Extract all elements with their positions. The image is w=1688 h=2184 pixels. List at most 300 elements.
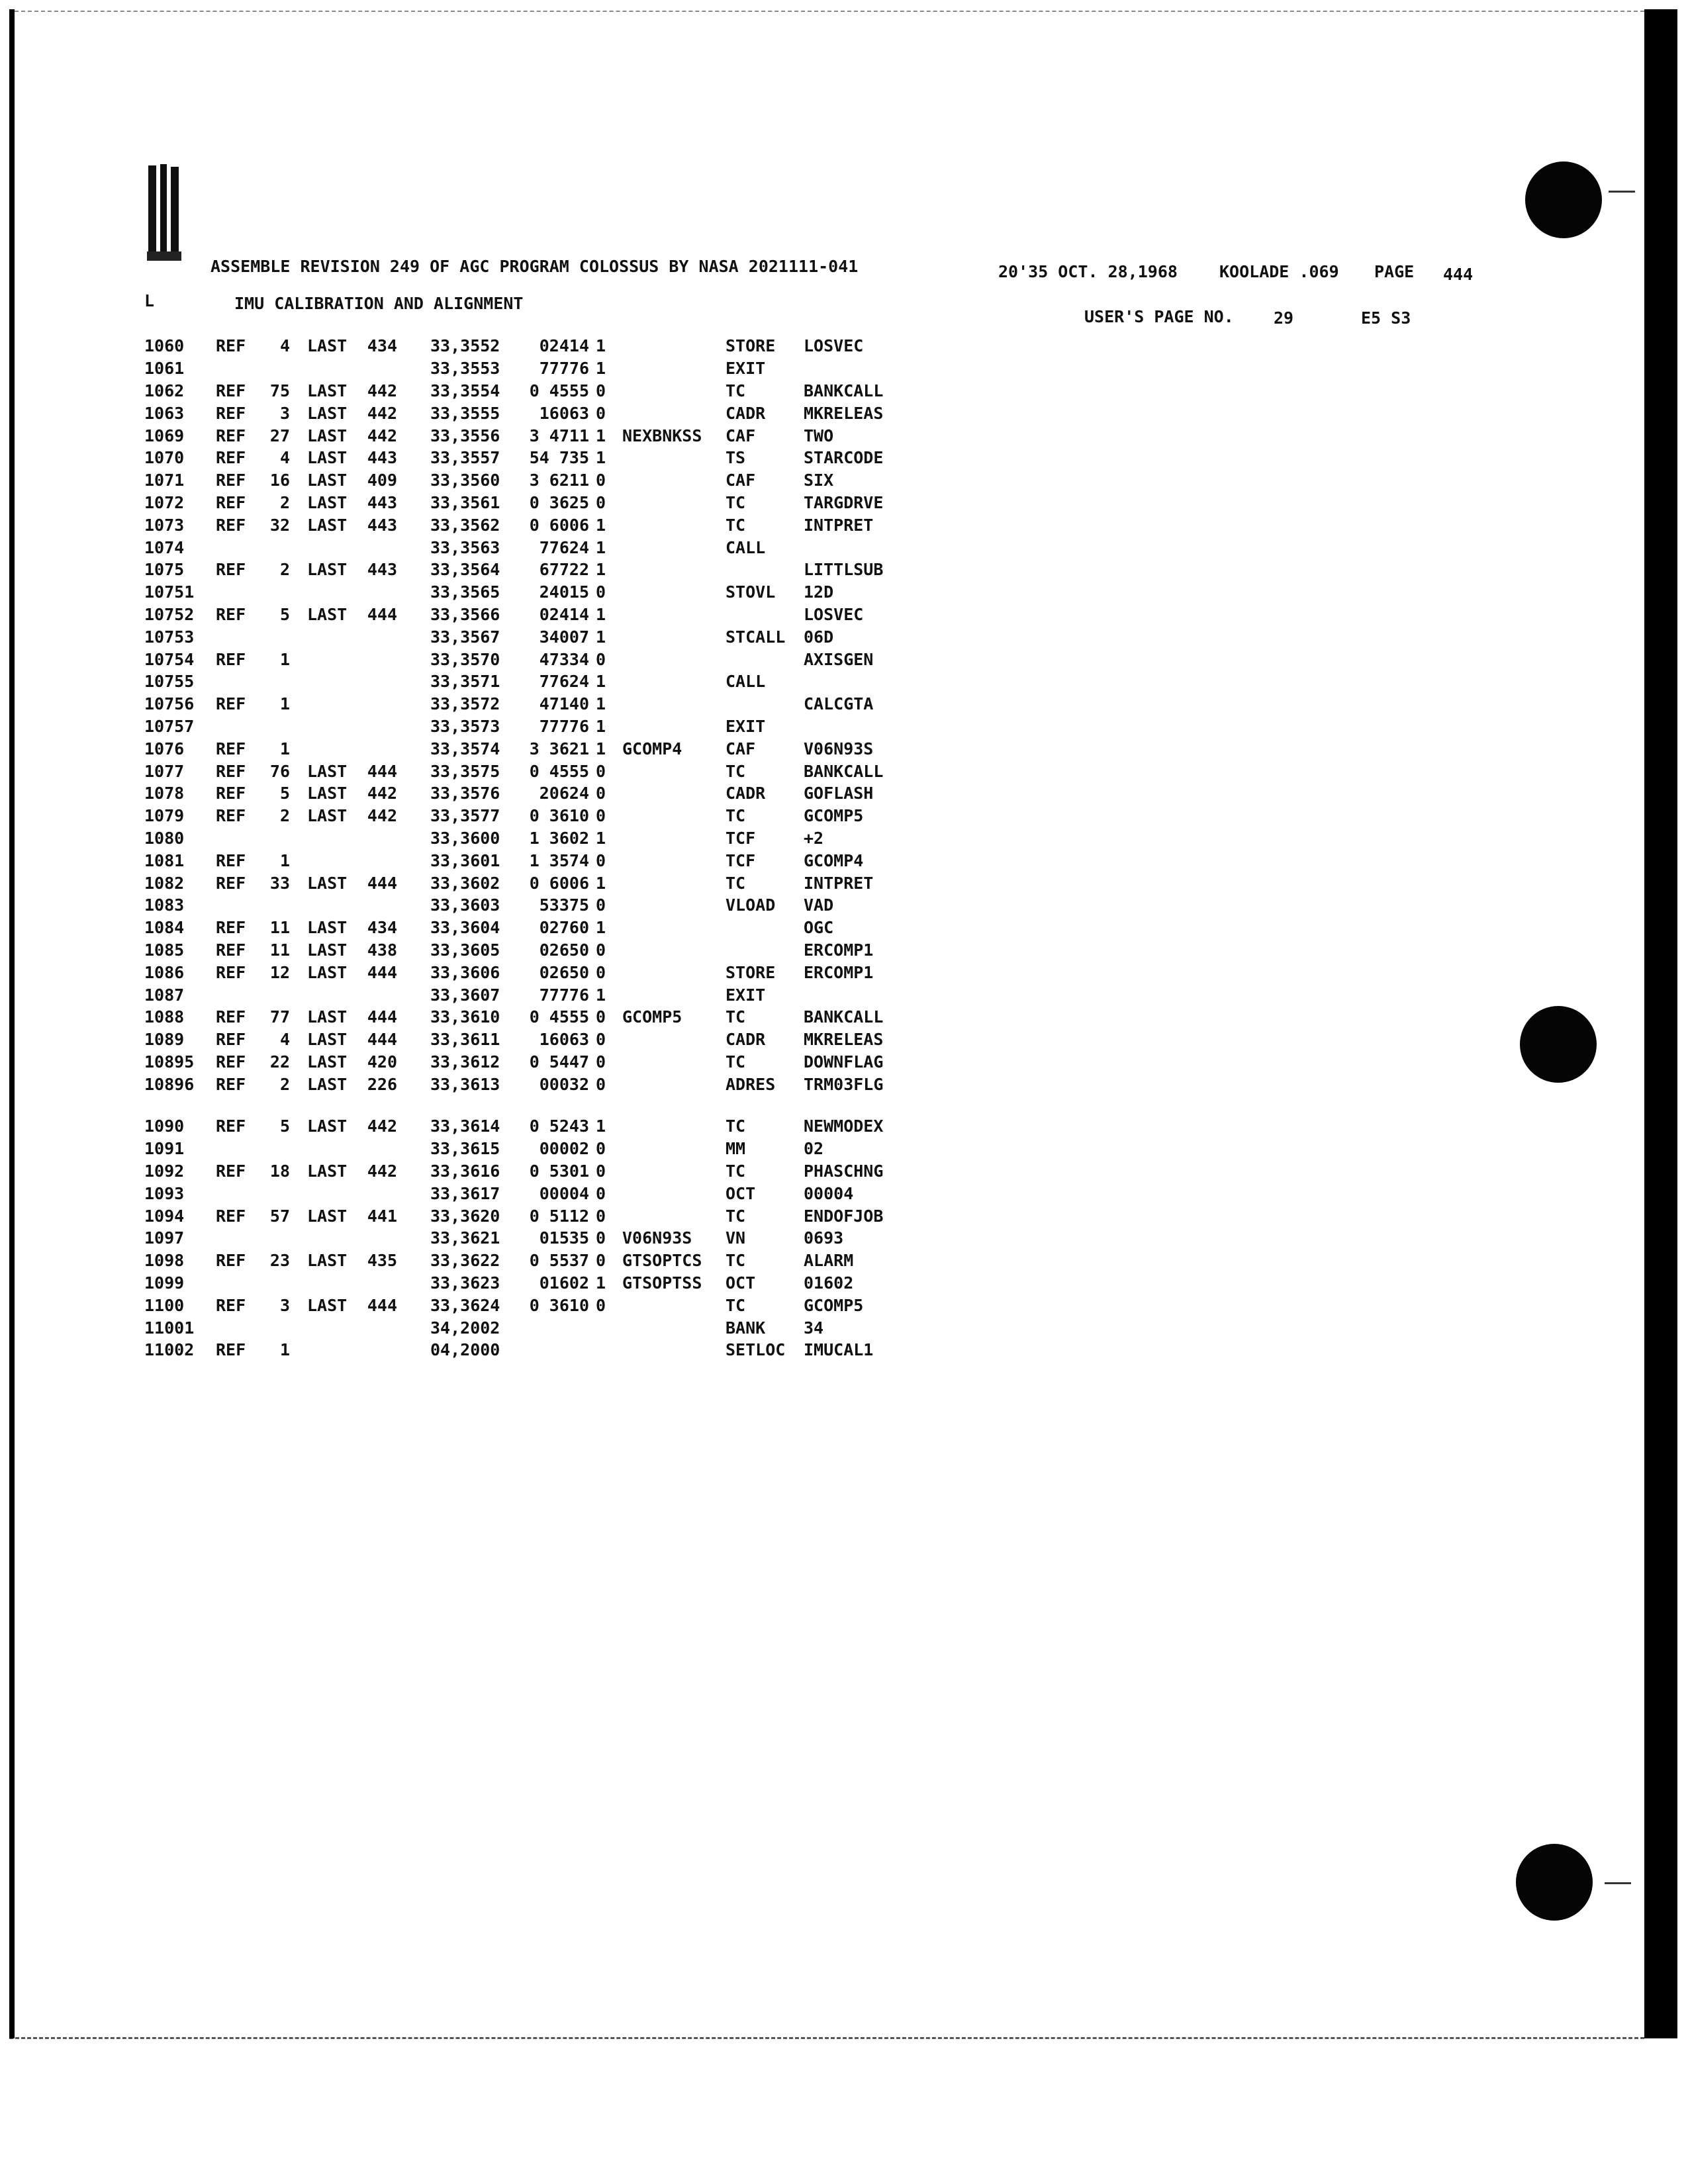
ref-marker: REF bbox=[216, 1295, 246, 1315]
symbol-label bbox=[622, 849, 726, 872]
octal-code: 0 5447 bbox=[529, 1052, 589, 1071]
octal-code: 77624 bbox=[539, 537, 589, 557]
operand: IMUCAL1 bbox=[804, 1340, 874, 1360]
listing-row bbox=[144, 335, 936, 357]
last-marker: LAST bbox=[307, 873, 348, 893]
ref-marker: REF bbox=[216, 403, 246, 423]
ref-count: 1 bbox=[279, 739, 290, 758]
line-number: 1081 bbox=[144, 850, 185, 870]
ref-count bbox=[257, 715, 307, 738]
parity-flag: 0 bbox=[596, 1228, 606, 1248]
address: 33,3615 bbox=[430, 1139, 500, 1159]
user-page-label: USER'S PAGE NO. bbox=[1084, 307, 1234, 326]
last-marker: LAST bbox=[307, 962, 348, 982]
ref-count bbox=[257, 1272, 307, 1295]
parity-flag: 0 bbox=[596, 649, 606, 669]
listing-row bbox=[144, 827, 936, 850]
listing-row bbox=[144, 1316, 936, 1339]
last-marker bbox=[307, 894, 357, 917]
listing-row bbox=[144, 625, 936, 648]
operand: 12D bbox=[804, 582, 834, 602]
symbol-label bbox=[622, 827, 726, 850]
line-number: 1061 bbox=[144, 359, 185, 379]
last-marker bbox=[307, 581, 357, 604]
last-page bbox=[357, 715, 430, 738]
listing-row bbox=[144, 670, 936, 693]
opcode: ADRES bbox=[726, 1074, 776, 1094]
octal-code: 00002 bbox=[539, 1139, 589, 1159]
address: 33,3556 bbox=[430, 426, 500, 445]
last-marker: LAST bbox=[307, 761, 348, 781]
ref-count bbox=[257, 1316, 307, 1339]
opcode: MM bbox=[726, 1139, 746, 1159]
parity-flag: 0 bbox=[596, 381, 606, 400]
opcode: CADR bbox=[726, 784, 766, 803]
last-page bbox=[357, 693, 430, 715]
address: 33,3554 bbox=[430, 381, 500, 400]
symbol-label bbox=[622, 1028, 726, 1051]
line-number: 1063 bbox=[144, 403, 185, 423]
opcode: VN bbox=[726, 1228, 746, 1248]
line-number: 1078 bbox=[144, 784, 185, 803]
listing-row bbox=[144, 1182, 936, 1205]
operand: GCOMP4 bbox=[804, 850, 864, 870]
address: 33,3624 bbox=[430, 1295, 500, 1315]
ref-count: 5 bbox=[279, 604, 290, 624]
ref-count bbox=[257, 1138, 307, 1160]
octal-code: 3 3621 bbox=[529, 739, 589, 758]
opcode: TC bbox=[726, 492, 746, 512]
ref-marker: REF bbox=[216, 1116, 246, 1136]
opcode: VLOAD bbox=[726, 895, 776, 915]
listing-row bbox=[144, 1073, 936, 1095]
opcode: CALL bbox=[726, 672, 766, 692]
listing-row bbox=[144, 604, 936, 626]
octal-code: 34007 bbox=[539, 627, 589, 647]
operand: BANKCALL bbox=[804, 381, 884, 400]
last-marker bbox=[307, 737, 357, 760]
ref-marker bbox=[216, 894, 257, 917]
opcode: TC bbox=[726, 381, 746, 400]
line-number: 1091 bbox=[144, 1139, 185, 1159]
ref-marker bbox=[216, 983, 257, 1006]
listing-gap bbox=[144, 1095, 936, 1115]
address: 34,2002 bbox=[430, 1318, 500, 1338]
line-number: 1074 bbox=[144, 537, 185, 557]
address: 33,3600 bbox=[430, 828, 500, 848]
parity-flag: 0 bbox=[596, 895, 606, 915]
address: 33,3553 bbox=[430, 359, 500, 379]
opcode: EXIT bbox=[726, 716, 766, 736]
address: 33,3605 bbox=[430, 940, 500, 960]
last-marker bbox=[307, 827, 357, 850]
opcode: TC bbox=[726, 1052, 746, 1071]
listing-row bbox=[144, 1205, 936, 1227]
symbol-label: V06N93S bbox=[622, 1228, 692, 1248]
last-marker bbox=[307, 849, 357, 872]
listing-row bbox=[144, 849, 936, 872]
line-number: 1084 bbox=[144, 918, 185, 938]
last-page: 226 bbox=[367, 1074, 397, 1094]
ref-count bbox=[257, 670, 307, 693]
left-edge-bar bbox=[9, 9, 15, 2038]
listing-row bbox=[144, 760, 936, 782]
octal-code: 24015 bbox=[539, 582, 589, 602]
opcode: TC bbox=[726, 873, 746, 893]
line-number: 1094 bbox=[144, 1206, 185, 1226]
address: 33,3611 bbox=[430, 1030, 500, 1050]
address: 33,3555 bbox=[430, 403, 500, 423]
last-marker bbox=[307, 625, 357, 648]
last-page: 434 bbox=[367, 336, 397, 356]
ref-marker: REF bbox=[216, 515, 246, 535]
operand: GCOMP5 bbox=[804, 806, 864, 826]
operand: MKRELEAS bbox=[804, 403, 884, 423]
ref-marker: REF bbox=[216, 381, 246, 400]
opcode: CADR bbox=[726, 403, 766, 423]
parity-flag: 0 bbox=[596, 1251, 606, 1271]
opcode bbox=[726, 939, 804, 962]
listing-row bbox=[144, 469, 936, 492]
listing-row bbox=[144, 514, 936, 536]
operand bbox=[804, 670, 936, 693]
opcode: TC bbox=[726, 1161, 746, 1181]
ref-marker: REF bbox=[216, 784, 246, 803]
last-page bbox=[357, 536, 430, 559]
listing-row bbox=[144, 492, 936, 514]
last-page: 444 bbox=[367, 604, 397, 624]
parity-flag: 0 bbox=[596, 806, 606, 826]
line-number: 1076 bbox=[144, 739, 185, 758]
symbol-label bbox=[622, 961, 726, 983]
listing-row bbox=[144, 1339, 936, 1361]
listing-gap-cell bbox=[144, 1095, 936, 1115]
operand: VAD bbox=[804, 895, 834, 915]
ref-count: 2 bbox=[279, 806, 290, 826]
address: 33,3612 bbox=[430, 1052, 500, 1071]
last-page bbox=[357, 737, 430, 760]
opcode: CADR bbox=[726, 1030, 766, 1050]
opcode: CALL bbox=[726, 537, 766, 557]
line-number: 1080 bbox=[144, 828, 185, 848]
line-number: 1098 bbox=[144, 1251, 185, 1271]
ref-count: 77 bbox=[269, 1007, 290, 1027]
last-page: 441 bbox=[367, 1206, 397, 1226]
line-number: 1086 bbox=[144, 962, 185, 982]
symbol-label bbox=[622, 693, 726, 715]
line-number: 10756 bbox=[144, 694, 195, 714]
operand: TARGDRVE bbox=[804, 492, 884, 512]
octal-code: 02650 bbox=[539, 962, 589, 982]
address: 33,3616 bbox=[430, 1161, 500, 1181]
line-number: 10896 bbox=[144, 1074, 195, 1094]
operand: LOSVEC bbox=[804, 604, 864, 624]
address: 33,3623 bbox=[430, 1273, 500, 1293]
octal-code: 0 5112 bbox=[529, 1206, 589, 1226]
operand: +2 bbox=[804, 828, 824, 848]
last-page bbox=[357, 648, 430, 670]
parity-flag bbox=[596, 1316, 622, 1339]
punch-hole-tick-bottom bbox=[1605, 1882, 1631, 1884]
address: 33,3621 bbox=[430, 1228, 500, 1248]
last-page: 444 bbox=[367, 761, 397, 781]
opcode: TC bbox=[726, 1206, 746, 1226]
address: 33,3601 bbox=[430, 850, 500, 870]
listing-body bbox=[144, 335, 936, 1361]
operand: 01602 bbox=[804, 1273, 854, 1293]
octal-code: 0 3610 bbox=[529, 806, 589, 826]
address: 33,3572 bbox=[430, 694, 500, 714]
line-number: 10757 bbox=[144, 716, 195, 736]
operand: LOSVEC bbox=[804, 336, 864, 356]
symbol-label bbox=[622, 335, 726, 357]
line-number: 1077 bbox=[144, 761, 185, 781]
listing-row bbox=[144, 1115, 936, 1138]
symbol-label bbox=[622, 1073, 726, 1095]
octal-code: 0 3625 bbox=[529, 492, 589, 512]
last-marker: LAST bbox=[307, 784, 348, 803]
octal-code bbox=[516, 1339, 596, 1361]
parity-flag: 0 bbox=[596, 492, 606, 512]
octal-code: 53375 bbox=[539, 895, 589, 915]
punch-hole-top bbox=[1525, 161, 1602, 238]
last-page: 442 bbox=[367, 381, 397, 400]
octal-code: 0 5537 bbox=[529, 1251, 589, 1271]
last-page: 442 bbox=[367, 426, 397, 445]
ref-count bbox=[257, 983, 307, 1006]
opcode: OCT bbox=[726, 1183, 756, 1203]
line-number: 10751 bbox=[144, 582, 195, 602]
bottom-edge-rule bbox=[9, 2037, 1644, 2039]
operand: NEWMODEX bbox=[804, 1116, 884, 1136]
operand: STARCODE bbox=[804, 448, 884, 468]
operand: ALARM bbox=[804, 1251, 854, 1271]
address: 33,3614 bbox=[430, 1116, 500, 1136]
parity-flag: 0 bbox=[596, 1030, 606, 1050]
ref-marker: REF bbox=[216, 471, 246, 490]
line-number: 10753 bbox=[144, 627, 195, 647]
symbol-label bbox=[622, 1160, 726, 1183]
ref-count: 1 bbox=[279, 1340, 290, 1360]
last-page bbox=[357, 983, 430, 1006]
listing-row bbox=[144, 1051, 936, 1073]
ref-marker: REF bbox=[216, 918, 246, 938]
listing-timestamp: 20'35 OCT. 28,1968 bbox=[998, 262, 1178, 281]
ref-count: 1 bbox=[279, 850, 290, 870]
line-number: 10754 bbox=[144, 649, 195, 669]
last-page: 434 bbox=[367, 918, 397, 938]
parity-flag: 1 bbox=[596, 694, 606, 714]
opcode: TC bbox=[726, 1116, 746, 1136]
last-marker bbox=[307, 670, 357, 693]
parity-flag: 1 bbox=[596, 1273, 606, 1293]
ref-count: 18 bbox=[269, 1161, 290, 1181]
listing-row bbox=[144, 1006, 936, 1028]
symbol-label bbox=[622, 1339, 726, 1361]
last-page: 443 bbox=[367, 492, 397, 512]
octal-code: 0 4555 bbox=[529, 381, 589, 400]
ref-marker bbox=[216, 1182, 257, 1205]
ref-marker: REF bbox=[216, 850, 246, 870]
octal-code: 02650 bbox=[539, 940, 589, 960]
last-page: 435 bbox=[367, 1251, 397, 1271]
parity-flag: 0 bbox=[596, 784, 606, 803]
listing-row bbox=[144, 782, 936, 805]
parity-flag: 1 bbox=[596, 515, 606, 535]
address: 33,3562 bbox=[430, 515, 500, 535]
operand: AXISGEN bbox=[804, 649, 874, 669]
last-marker: LAST bbox=[307, 806, 348, 826]
listing-row bbox=[144, 402, 936, 424]
symbol-label: GCOMP5 bbox=[622, 1007, 682, 1027]
listing-row bbox=[144, 872, 936, 894]
listing-row bbox=[144, 648, 936, 670]
last-page bbox=[357, 849, 430, 872]
parity-flag: 1 bbox=[596, 537, 606, 557]
opcode: STORE bbox=[726, 336, 776, 356]
last-page bbox=[357, 670, 430, 693]
symbol-label bbox=[622, 514, 726, 536]
ref-count: 22 bbox=[269, 1052, 290, 1071]
right-edge-bar bbox=[1644, 9, 1677, 2038]
last-page: 442 bbox=[367, 784, 397, 803]
listing-row bbox=[144, 693, 936, 715]
operand: INTPRET bbox=[804, 873, 874, 893]
last-page bbox=[357, 1182, 430, 1205]
listing-row bbox=[144, 447, 936, 469]
last-marker bbox=[307, 536, 357, 559]
parity-flag: 0 bbox=[596, 1007, 606, 1027]
listing-row bbox=[144, 1227, 936, 1250]
ref-count: 4 bbox=[279, 1030, 290, 1050]
address: 33,3577 bbox=[430, 806, 500, 826]
last-marker: LAST bbox=[307, 1251, 348, 1271]
listing-row bbox=[144, 715, 936, 738]
opcode: OCT bbox=[726, 1273, 756, 1293]
punch-hole-middle bbox=[1520, 1006, 1597, 1083]
section-title: IMU CALIBRATION AND ALIGNMENT bbox=[234, 294, 524, 313]
symbol-label bbox=[622, 782, 726, 805]
last-page: 444 bbox=[367, 962, 397, 982]
operand: GCOMP5 bbox=[804, 1295, 864, 1315]
opcode: TCF bbox=[726, 828, 756, 848]
symbol-label: GTSOPTSS bbox=[622, 1273, 702, 1293]
listing-row bbox=[144, 1272, 936, 1295]
octal-code: 0 6006 bbox=[529, 873, 589, 893]
symbol-label bbox=[622, 670, 726, 693]
opcode bbox=[726, 917, 804, 939]
octal-code: 00032 bbox=[539, 1074, 589, 1094]
symbol-label bbox=[622, 983, 726, 1006]
column-marker: L bbox=[144, 291, 155, 310]
octal-code bbox=[516, 1316, 596, 1339]
last-marker: LAST bbox=[307, 515, 348, 535]
ref-count bbox=[257, 1182, 307, 1205]
last-marker: LAST bbox=[307, 1206, 348, 1226]
last-page bbox=[357, 827, 430, 850]
octal-code: 0 5301 bbox=[529, 1161, 589, 1181]
octal-code: 16063 bbox=[539, 1030, 589, 1050]
ref-marker: REF bbox=[216, 1206, 246, 1226]
ref-marker: REF bbox=[216, 492, 246, 512]
octal-code: 77624 bbox=[539, 672, 589, 692]
operand: BANKCALL bbox=[804, 761, 884, 781]
opcode: CAF bbox=[726, 739, 756, 758]
address: 33,3575 bbox=[430, 761, 500, 781]
line-number: 1070 bbox=[144, 448, 185, 468]
operand bbox=[804, 983, 936, 1006]
symbol-label bbox=[622, 805, 726, 827]
parity-flag: 0 bbox=[596, 1139, 606, 1159]
last-marker: LAST bbox=[307, 1052, 348, 1071]
last-page: 443 bbox=[367, 560, 397, 580]
ref-marker bbox=[216, 715, 257, 738]
last-page: 442 bbox=[367, 1161, 397, 1181]
last-page: 420 bbox=[367, 1052, 397, 1071]
address: 33,3565 bbox=[430, 582, 500, 602]
octal-code: 77776 bbox=[539, 716, 589, 736]
ref-marker: REF bbox=[216, 694, 246, 714]
last-marker: LAST bbox=[307, 492, 348, 512]
last-page bbox=[357, 625, 430, 648]
ref-count: 3 bbox=[279, 403, 290, 423]
octal-code: 1 3602 bbox=[529, 828, 589, 848]
listing-row bbox=[144, 983, 936, 1006]
symbol-label bbox=[622, 1182, 726, 1205]
last-marker bbox=[307, 983, 357, 1006]
opcode: STORE bbox=[726, 962, 776, 982]
last-page bbox=[357, 1227, 430, 1250]
user-id: KOOLADE .069 bbox=[1219, 262, 1339, 281]
listing-row bbox=[144, 357, 936, 380]
ref-marker bbox=[216, 827, 257, 850]
address: 33,3566 bbox=[430, 604, 500, 624]
last-marker: LAST bbox=[307, 1295, 348, 1315]
ref-count: 27 bbox=[269, 426, 290, 445]
last-marker bbox=[307, 357, 357, 380]
operand: BANKCALL bbox=[804, 1007, 884, 1027]
assembly-listing bbox=[144, 335, 936, 1361]
symbol-label bbox=[622, 604, 726, 626]
ref-count: 57 bbox=[269, 1206, 290, 1226]
operand: 02 bbox=[804, 1139, 824, 1159]
symbol-label bbox=[622, 760, 726, 782]
ref-count: 1 bbox=[279, 649, 290, 669]
operand: ENDOFJOB bbox=[804, 1206, 884, 1226]
last-page bbox=[357, 894, 430, 917]
parity-flag: 0 bbox=[596, 962, 606, 982]
ref-count bbox=[257, 1227, 307, 1250]
parity-flag: 1 bbox=[596, 560, 606, 580]
operand: ERCOMP1 bbox=[804, 940, 874, 960]
last-page: 444 bbox=[367, 873, 397, 893]
last-marker bbox=[307, 648, 357, 670]
octal-code: 77776 bbox=[539, 359, 589, 379]
parity-flag: 1 bbox=[596, 672, 606, 692]
symbol-label bbox=[622, 917, 726, 939]
operand: V06N93S bbox=[804, 739, 874, 758]
address: 33,3563 bbox=[430, 537, 500, 557]
opcode: TS bbox=[726, 448, 746, 468]
last-page: 442 bbox=[367, 1116, 397, 1136]
ref-marker: REF bbox=[216, 336, 246, 356]
octal-code: 67722 bbox=[539, 560, 589, 580]
symbol-label: NEXBNKSS bbox=[622, 426, 702, 445]
last-marker: LAST bbox=[307, 1007, 348, 1027]
operand: CALCGTA bbox=[804, 694, 874, 714]
operand: TRM03FLG bbox=[804, 1074, 884, 1094]
operand: SIX bbox=[804, 471, 834, 490]
